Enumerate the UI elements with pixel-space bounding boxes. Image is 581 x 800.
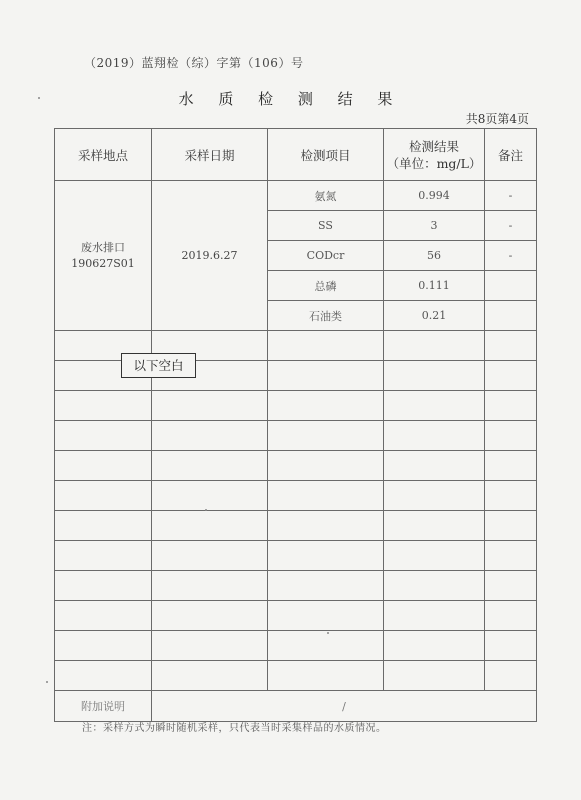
test-item: 石油类 — [268, 301, 384, 331]
empty-row — [55, 631, 537, 661]
empty-row — [55, 571, 537, 601]
results-table — [54, 128, 537, 722]
test-remark: - — [485, 211, 537, 241]
test-remark — [485, 271, 537, 301]
remark-label: 附加说明 — [55, 691, 152, 722]
test-remark: - — [485, 181, 537, 211]
test-value: 0.994 — [384, 181, 485, 211]
test-value: 0.111 — [384, 271, 485, 301]
remark-value: / — [152, 691, 537, 722]
scan-speck — [327, 632, 329, 634]
test-remark — [485, 301, 537, 331]
empty-row — [55, 391, 537, 421]
empty-row — [55, 481, 537, 511]
footnote: 注：采样方式为瞬时随机采样，只代表当时采集样品的水质情况。 — [82, 723, 387, 734]
scan-speck — [46, 681, 48, 683]
empty-row — [55, 451, 537, 481]
test-value: 3 — [384, 211, 485, 241]
empty-row — [55, 661, 537, 691]
page-info: 共8页第4页 — [465, 112, 529, 126]
empty-row — [55, 541, 537, 571]
blank-below-stamp: 以下空白 — [121, 353, 196, 378]
sampling-location: 废水排口 190627S01 — [55, 181, 152, 331]
scan-speck — [38, 97, 40, 99]
test-item: SS — [268, 211, 384, 241]
test-value: 0.21 — [384, 301, 485, 331]
remark-row — [55, 691, 537, 722]
test-remark: - — [485, 241, 537, 271]
header-result: 检测结果 （单位：mg/L） — [384, 129, 485, 181]
report-reference-number: （2019）蓝翔检（综）字第（106）号 — [84, 56, 304, 70]
scan-speck — [205, 509, 207, 511]
document-title: 水 质 检 测 结 果 — [178, 90, 403, 108]
empty-row — [55, 511, 537, 541]
empty-row — [55, 421, 537, 451]
test-value: 56 — [384, 241, 485, 271]
header-location: 采样地点 — [55, 129, 152, 181]
empty-row — [55, 601, 537, 631]
sampling-date: 2019.6.27 — [152, 181, 268, 331]
test-item: 总磷 — [268, 271, 384, 301]
header-remark: 备注 — [485, 129, 537, 181]
test-item: 氨氮 — [268, 181, 384, 211]
header-date: 采样日期 — [152, 129, 268, 181]
header-item: 检测项目 — [268, 129, 384, 181]
table-header-row — [55, 129, 537, 181]
test-item: CODcr — [268, 241, 384, 271]
table-row — [55, 181, 537, 211]
